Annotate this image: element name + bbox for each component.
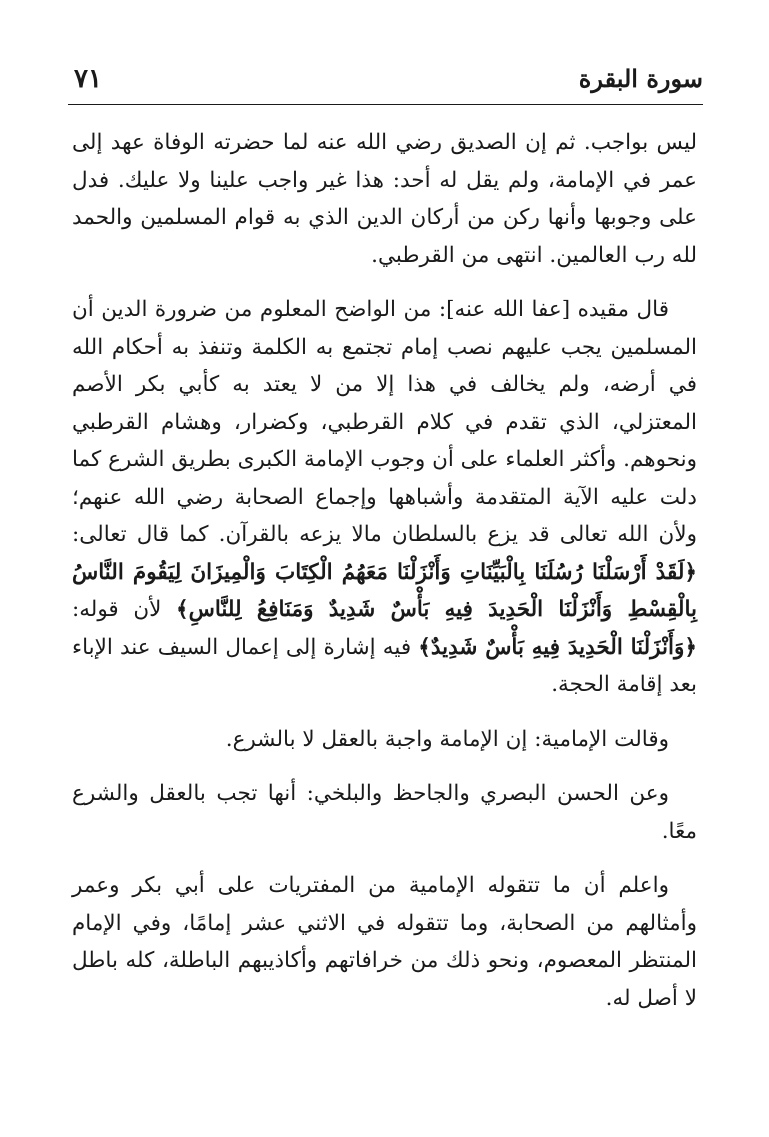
page-header: [68, 62, 703, 105]
paragraph-5: واعلم أن ما تتقوله الإمامية من المفتريات على أبي بكر وعمر وأمثالهم من الصحابة، وما تتقوله في الاثني عشر إمامًا، وفي الإمام المنتظر المعصوم، ونحو ذلك من خرافاتهم وأكاذيبهم الباطلة، كله باطل لا أصل له.: [72, 873, 697, 1011]
paragraph-2-text-end: فيه إشارة إلى إعمال السيف عند الإباء بعد إقامة الحجة.: [72, 634, 697, 697]
paragraph-3: وقالت الإمامية: إن الإمامة واجبة بالعقل لا بالشرع.: [225, 726, 669, 752]
page-number: ٧١: [74, 64, 102, 94]
quran-verse-excerpt: ﴿وَأَنْزَلْنَا الْحَدِيدَ فِيهِ بَأْسٌ شَدِيدٌ﴾: [418, 634, 697, 660]
body-text: [72, 124, 697, 1034]
paragraph-2: [72, 291, 697, 704]
paragraph-1: ليس بواجب. ثم إن الصديق رضي الله عنه لما حضرته الوفاة عهد إلى عمر في الإمامة، ولم يقل له أحد: هذا غير واجب علينا ولا عليك. فدل على وجوبها وأنها ركن من أركان الدين الذي به قوام المسلمين والحمد لله رب العالمين. انتهى من القرطبي.: [72, 130, 697, 268]
quran-verse-hadid-25: ﴿لَقَدْ أَرْسَلْنَا رُسُلَنَا بِالْبَيِّنَاتِ وَأَنْزَلْنَا مَعَهُمُ الْكِتَابَ وَالْمِيزَانَ لِيَقُومَ النَّاسُ بِالْقِسْطِ وَأَنْزَلْنَا الْحَدِيدَ فِيهِ بَأْسٌ شَدِيدٌ وَمَنَافِعُ لِلنَّاسِ﴾: [72, 559, 698, 622]
paragraph-2-text-continued: لأن قوله:: [72, 597, 162, 622]
running-title: سورة البقرة: [578, 64, 703, 93]
paragraph-4: وعن الحسن البصري والجاحظ والبلخي: أنها تجب بالعقل والشرع معًا.: [72, 781, 697, 844]
paragraph-2-text: قال مقيده [عفا الله عنه]: من الواضح المعلوم من ضرورة الدين أن المسلمين يجب عليهم نصب إمام تجتمع به الكلمة وتنفذ به أحكام الله في أرضه، ولم يخالف في هذا إلا من لا يعتد به كأبي بكر الأصم المعتزلي، الذي تقدم في كلام القرطبي، وكضرار، وهشام القرطبي ونحوهم. وأكثر العلماء على أن وجوب الإمامة الكبرى بطريق الشرع كما دلت عليه الآية المتقدمة وأشباهها وإجماع الصحابة رضي الله عنهم؛ ولأن الله تعالى قد يزع بالسلطان مالا يزعه بالقرآن. كما قال تعالى:: [72, 297, 697, 547]
